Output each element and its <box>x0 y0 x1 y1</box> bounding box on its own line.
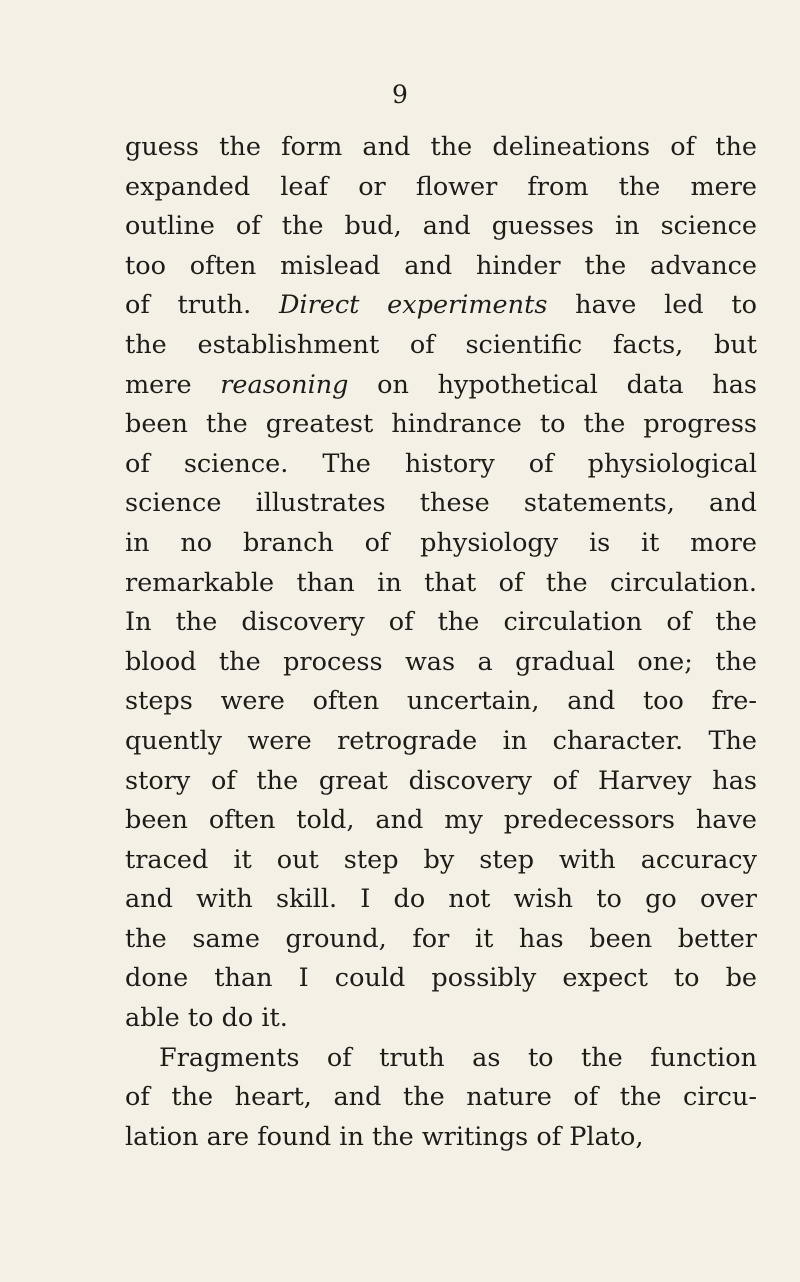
text-segment: remarkable than in that of the circulation. <box>125 567 757 598</box>
text-segment: traced it out step by step with accuracy <box>125 844 757 875</box>
text-line <box>125 643 757 683</box>
text-line <box>125 1039 757 1079</box>
text-segment: of truth. <box>125 290 279 321</box>
text-line <box>125 405 757 445</box>
text-segment: outline of the bud, and guesses in science <box>125 211 757 242</box>
text-segment: been the greatest hindrance to the progress <box>125 409 757 440</box>
text-line <box>125 524 757 564</box>
text-line <box>125 366 757 406</box>
text-line <box>125 484 757 524</box>
text-line <box>125 1118 757 1158</box>
text-segment: on hypothetical data has <box>348 369 757 400</box>
text-segment: quently were retrograde in character. The <box>125 725 757 756</box>
text-segment: steps were often uncertain, and too fre- <box>125 686 757 717</box>
text-line <box>125 445 757 485</box>
body-text <box>125 128 757 1157</box>
text-segment: lation are found in the writings of Plato, <box>125 1121 644 1152</box>
text-segment: science illustrates these statements, and <box>125 488 757 519</box>
text-segment: Fragments of truth as to the function <box>159 1042 757 1073</box>
text-segment: In the discovery of the circulation of the <box>125 607 757 638</box>
text-line <box>125 801 757 841</box>
text-segment: of science. The history of physiological <box>125 448 757 479</box>
text-segment: able to do it. <box>125 1003 288 1034</box>
text-line <box>125 841 757 881</box>
text-line <box>125 207 757 247</box>
text-segment: guess the form and the delineations of the <box>125 132 757 162</box>
text-line <box>125 959 757 999</box>
text-segment: of the heart, and the nature of the circu- <box>125 1082 757 1113</box>
text-segment: the establishment of scientific facts, but <box>125 329 757 360</box>
text-line <box>125 168 757 208</box>
text-line <box>125 247 757 287</box>
text-line <box>125 999 757 1039</box>
text-line <box>125 128 757 168</box>
text-segment: too often mislead and hinder the advance <box>125 250 757 281</box>
paragraph <box>125 1039 757 1158</box>
text-segment: in no branch of physiology is it more <box>125 527 757 558</box>
text-segment: been often told, and my predecessors have <box>125 805 757 836</box>
text-line <box>125 286 757 326</box>
paragraph <box>125 128 757 1039</box>
text-line <box>125 722 757 762</box>
text-segment: mere <box>125 369 221 400</box>
text-line <box>125 682 757 722</box>
text-line <box>125 564 757 604</box>
text-line <box>125 603 757 643</box>
text-line <box>125 880 757 920</box>
text-line <box>125 326 757 366</box>
italic-text: Direct experiments <box>278 290 548 321</box>
text-segment: and with skill. I do not wish to go over <box>125 884 757 915</box>
text-segment: have led to <box>547 290 758 321</box>
text-segment: blood the process was a gradual one; the <box>125 646 757 677</box>
text-line <box>125 1078 757 1118</box>
page-number: 9 <box>392 80 408 109</box>
italic-text: reasoning <box>220 369 349 400</box>
text-segment: story of the great discovery of Harvey has <box>125 765 757 796</box>
text-segment: done than I could possibly expect to be <box>125 963 757 994</box>
text-segment: expanded leaf or flower from the mere <box>125 171 757 202</box>
text-line <box>125 762 757 802</box>
text-segment: the same ground, for it has been better <box>125 923 757 954</box>
text-line <box>125 920 757 960</box>
